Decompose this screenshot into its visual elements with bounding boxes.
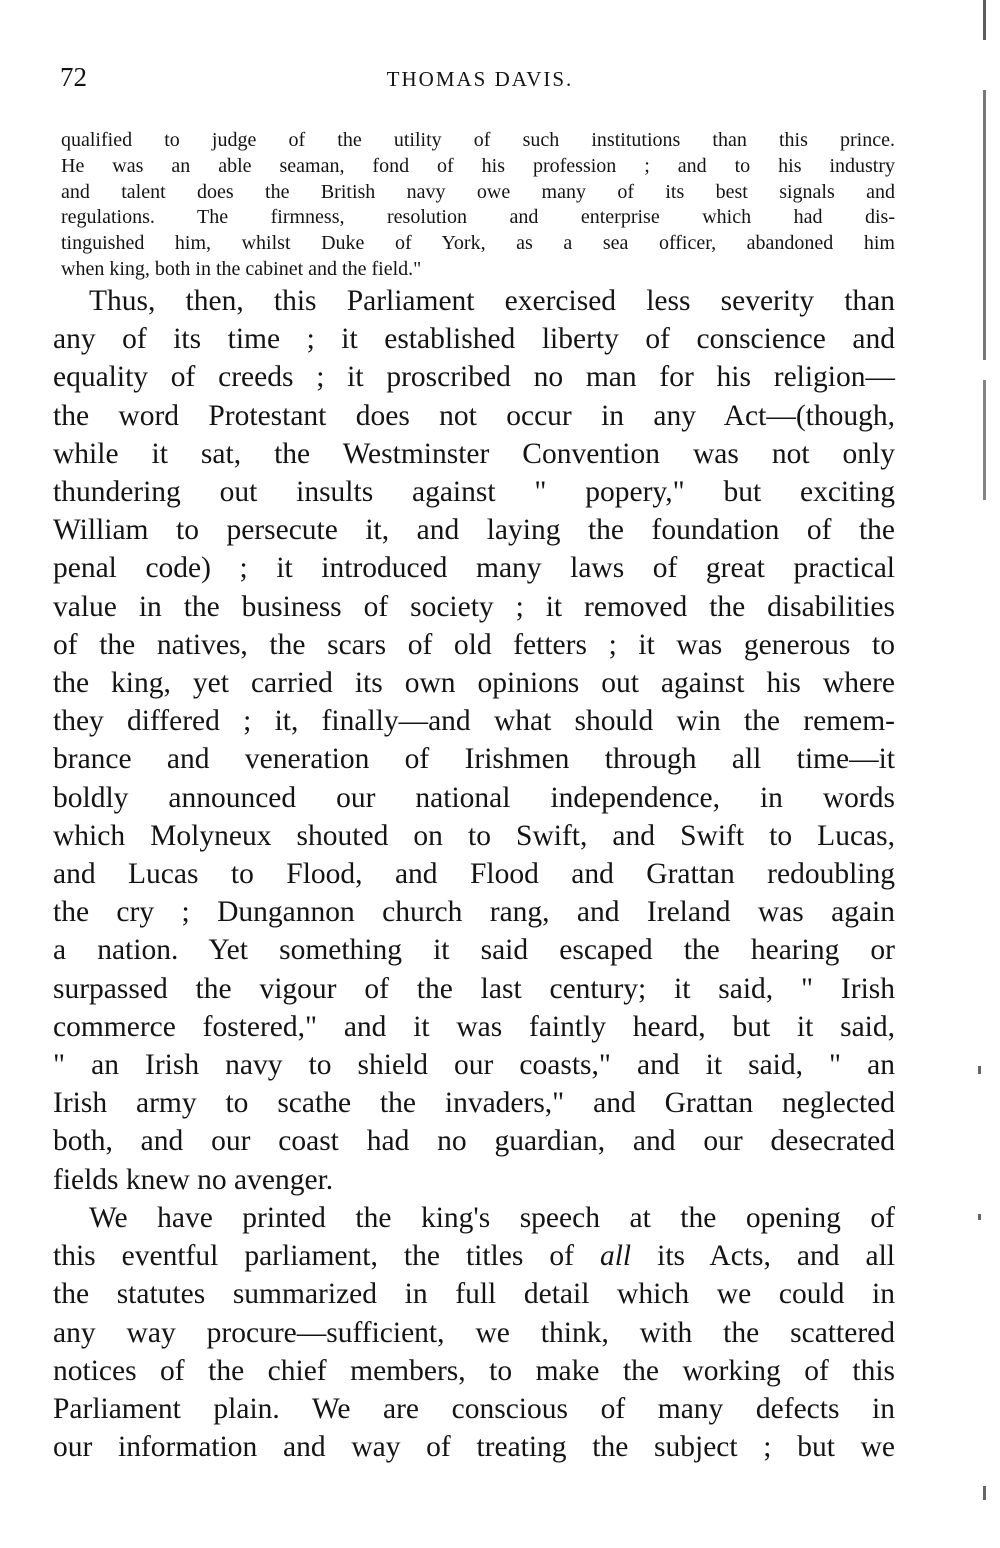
quote-line: when king, both in the cabinet and the field." [61, 257, 422, 280]
text-line: they differed ; it, finally—and what should win the remem- [53, 705, 895, 738]
text-line: equality of creeds ; it proscribed no man for his religion— [53, 361, 895, 394]
scan-speck [983, 1486, 986, 1500]
scan-speck [978, 1214, 981, 1220]
text-line: William to persecute it, and laying the foundation of the [53, 514, 895, 547]
text-line: notices of the chief members, to make the working of this [53, 1354, 895, 1387]
text-line: any of its time ; it established liberty of conscience and [53, 323, 895, 356]
text-line: the statutes summarized in full detail which we could in [53, 1278, 895, 1311]
text-line: our information and way of treating the subject ; but we [53, 1431, 895, 1464]
text-line: the cry ; Dungannon church rang, and Ireland was again [53, 896, 895, 929]
quote-line: He was an able seaman, fond of his profession ; and to his industry [61, 154, 895, 177]
text-line: commerce fostered," and it was faintly heard, but it said, [53, 1010, 895, 1043]
text-line: any way procure—sufficient, we think, with the scattered [53, 1316, 895, 1349]
paragraph-printed-acts [53, 1199, 895, 1466]
text-line: of the natives, the scars of old fetters ; it was generous to [53, 628, 895, 661]
text-line: thundering out insults against " popery," but exciting [53, 476, 895, 509]
text-line: penal code) ; it introduced many laws of great practical [53, 552, 895, 585]
page-number: 72 [60, 62, 87, 92]
text-line: boldly announced our national independence, in words [53, 781, 895, 814]
text-line: the word Protestant does not occur in any Act—(though, [53, 399, 895, 432]
text-line: brance and veneration of Irishmen through all time—it [53, 743, 895, 776]
emphasis-all: all [599, 1240, 632, 1273]
text-segment: its Acts, and all [631, 1240, 896, 1273]
quote-line: and talent does the British navy owe many of its best signals and [61, 180, 895, 203]
paragraph-parliament-summary [53, 282, 895, 1199]
text-line: fields knew no avenger. [53, 1163, 334, 1196]
text-line: the king, yet carried its own opinions out against his where [53, 667, 895, 700]
scan-speck [978, 1066, 981, 1074]
text-line: both, and our coast had no guardian, and our desecrated [53, 1125, 895, 1158]
quote-line: regulations. The firmness, resolution and enterprise which had dis- [61, 206, 895, 229]
binding-edge-shadow [983, 0, 986, 520]
text-line: while it sat, the Westminster Convention was not only [53, 437, 895, 470]
text-line: Parliament plain. We are conscious of many defects in [53, 1393, 895, 1426]
quote-line: qualified to judge of the utility of such institutions than this prince. [61, 129, 895, 151]
text-line: surpassed the vigour of the last century; it said, " Irish [53, 972, 895, 1005]
quoted-passage [61, 128, 895, 283]
text-line: a nation. Yet something it said escaped the hearing or [53, 934, 895, 967]
text-line: Thus, then, this Parliament exercised less severity than [89, 285, 895, 317]
text-segment: this eventful parliament, the titles of [53, 1240, 600, 1273]
text-line: and Lucas to Flood, and Flood and Grattan redoubling [53, 858, 895, 891]
text-line: " an Irish navy to shield our coasts," and it said, " an [53, 1049, 895, 1082]
quote-line: tinguished him, whilst Duke of York, as a sea officer, abandoned him [61, 232, 895, 255]
running-head: THOMAS DAVIS. [386, 67, 574, 91]
text-line: which Molyneux shouted on to Swift, and Swift to Lucas, [53, 819, 895, 852]
text-line: Irish army to scathe the invaders," and Grattan neglected [53, 1087, 895, 1120]
text-line: We have printed the king's speech at the opening of [89, 1202, 895, 1234]
text-line-with-emphasis [53, 1237, 895, 1275]
text-line: value in the business of society ; it removed the disabilities [53, 590, 895, 623]
